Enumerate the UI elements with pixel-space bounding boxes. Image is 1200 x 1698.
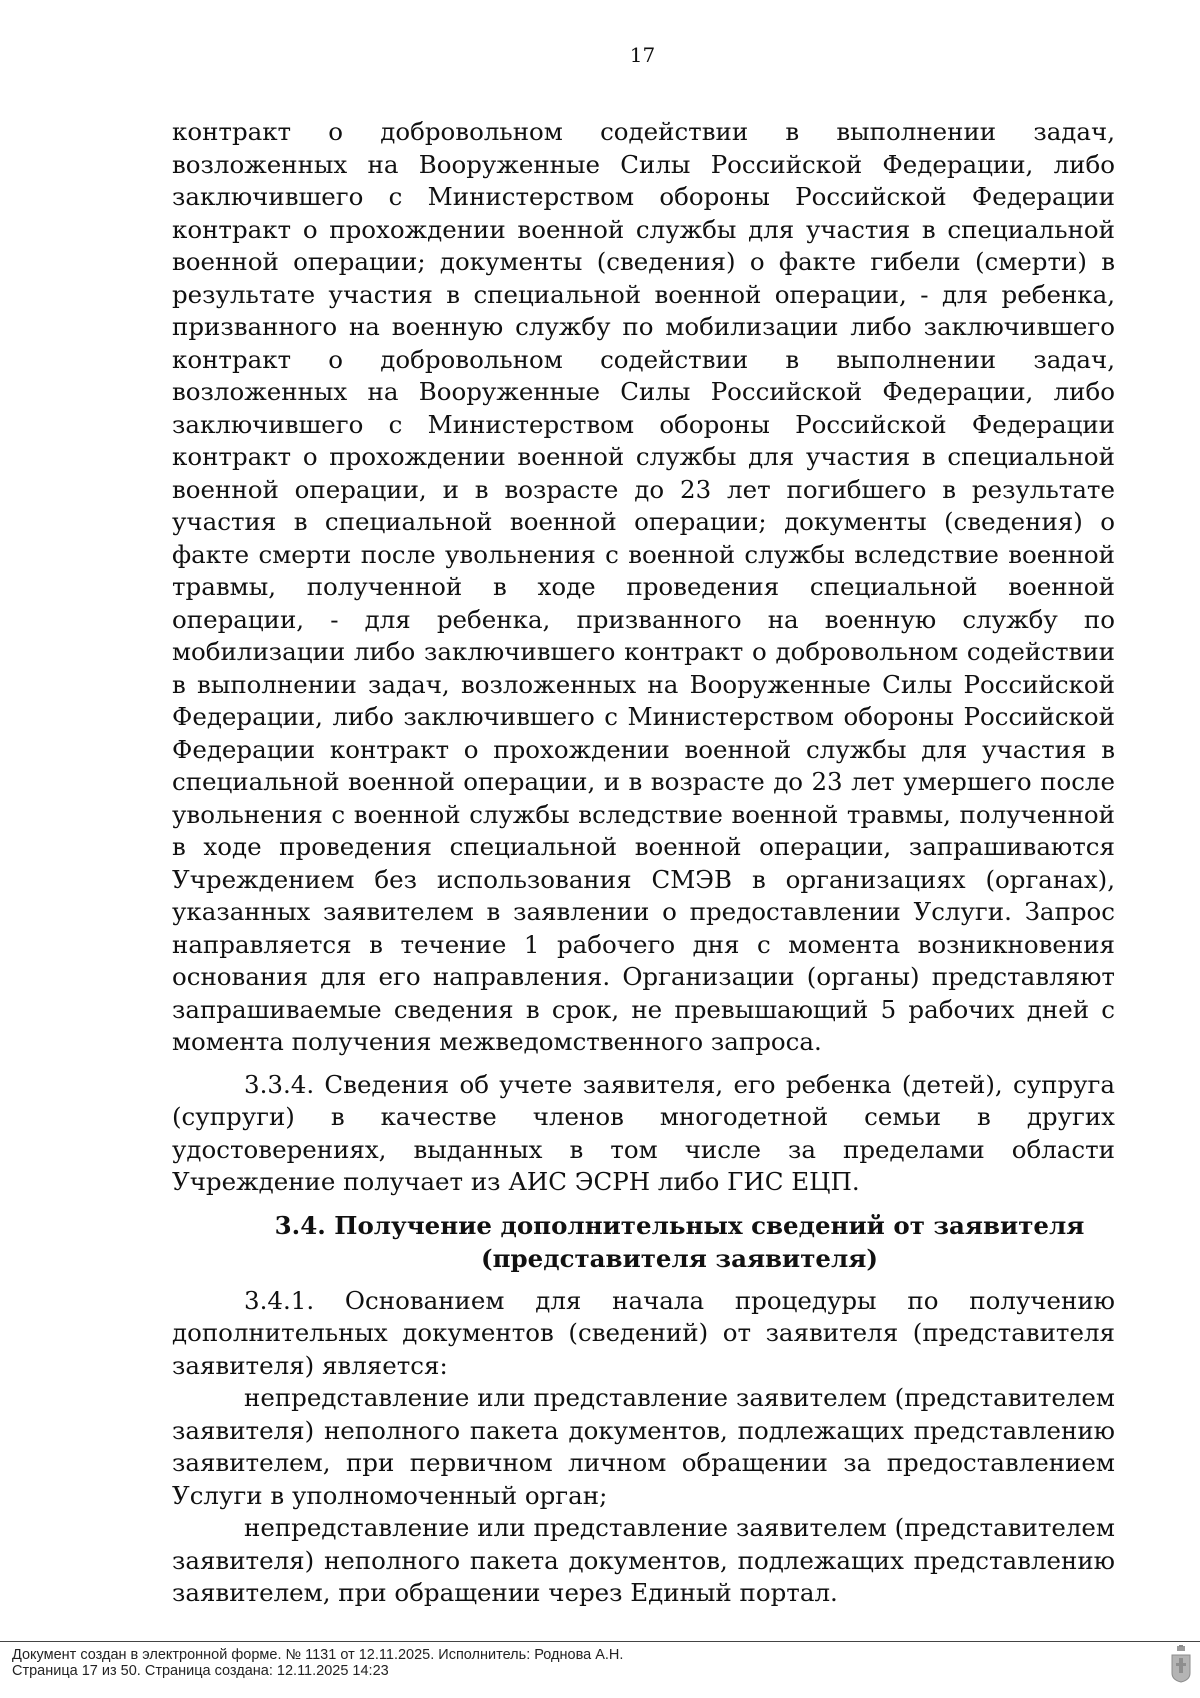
continuation-paragraph: контракт о добровольном содействии в выполнении задач, возложенных на Вооруженные Силы Российской Федерации, либо заключившего с Министерством обороны Российской Федерации контракт о прохождении военной службы для участия в специальной военной операции; документы (сведения) о факте гибели (смерти) в результате участия в специальной военной операции, - для ребенка, призванного на военную службу по мобилизации либо заключившего контракт о добровольном содействии в выполнении задач, возложенных на Вооруженные Силы Российской Федерации, либо заключившего с Министерством обороны Российской Федерации контракт о прохождении военной службы для участия в специальной военной операции, и в возрасте до 23 лет погибшего в результате участия в специальной военной операции; документы (сведения) о факте смерти после увольнения с военной службы вследствие военной травмы, полученной в ходе проведения специальной военной операции, - для ребенка, призванного на военную службу по мобилизации либо заключившего контракт о добровольном содействии в выполнении задач, возложенных на Вооруженные Силы Российской Федерации, либо заключившего с Министерством обороны Российской Федерации контракт о прохождении военной службы для участия в специальной военной операции, и в возрасте до 23 лет умершего после увольнения с военной службы вследствие военной травмы, полученной в ходе проведения специальной военной операции, запрашиваются Учреждением без использования СМЭВ в организациях (органах), указанных заявителем в заявлении о предоставлении Услуги. Запрос направляется в течение 1 рабочего дня с момента возникновения основания для его направления. Организации (органы) представляют запрашиваемые сведения в срок, не превышающий 5 рабочих дней с момента получения межведомственного запроса.: [172, 117, 1115, 1056]
document-body: [172, 116, 1115, 1610]
list-item: непредставление или представление заявителем (представителем заявителя) неполного пакета документов, подлежащих представлению заявителем, при первичном личном обращении за предоставлением Услуги в уполномоченный орган;: [172, 1383, 1115, 1510]
emblem-icon: [1170, 1645, 1192, 1683]
footer-text: [12, 1647, 623, 1679]
footer-line-2: Страница 17 из 50. Страница создана: 12.11.2025 14:23: [12, 1663, 389, 1679]
clause-3-3-4: 3.3.4. Сведения об учете заявителя, его ребенка (детей), супруга (супруги) в качестве членов многодетной семьи в других удостоверениях, выданных в том числе за пределами области Учреждение получает из АИС ЭСРН либо ГИС ЕЦП.: [172, 1069, 1115, 1196]
clause-3-4-1: 3.4.1. Основанием для начала процедуры по получению дополнительных документов (сведений) от заявителя (представителя заявителя) является:: [172, 1285, 1115, 1380]
section-heading-line1: 3.4. Получение дополнительных сведений от заявителя: [274, 1210, 1085, 1240]
section-heading-line2: (представителя заявителя): [481, 1243, 878, 1273]
list-item: непредставление или представление заявителем (представителем заявителя) неполного пакета документов, подлежащих представлению заявителем, при обращении через Единый портал.: [172, 1513, 1115, 1607]
footer-divider: [0, 1641, 1200, 1642]
section-heading-3-4: [172, 1209, 1115, 1275]
footer-line-1: Документ создан в электронной форме. № 1131 от 12.11.2025. Исполнитель: Роднова А.Н.: [12, 1647, 624, 1663]
page-number: 17: [629, 43, 656, 67]
document-footer: [0, 1641, 1200, 1698]
